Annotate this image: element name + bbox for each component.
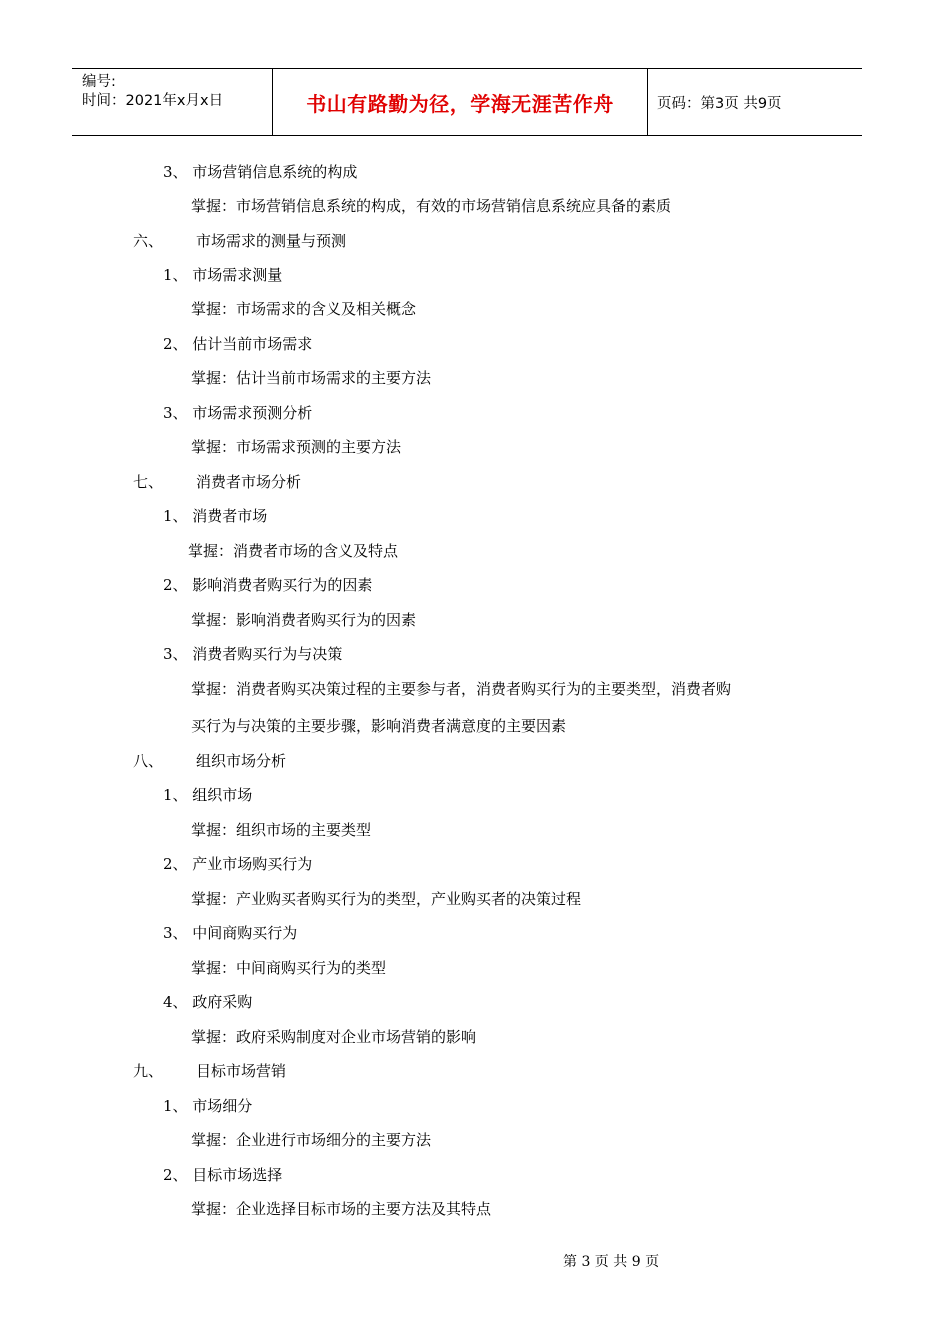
item-requirement-continued: 买行为与决策的主要步骤，影响消费者满意度的主要因素	[191, 717, 567, 735]
item-heading: 2、 产业市场购买行为	[163, 855, 313, 873]
item-heading: 2、 影响消费者购买行为的因素	[163, 576, 373, 594]
item-heading: 3、 中间商购买行为	[163, 924, 298, 942]
item-requirement: 掌握：影响消费者购买行为的因素	[191, 611, 417, 629]
item-heading: 4、 政府采购	[163, 993, 253, 1011]
item-requirement: 掌握：消费者市场的含义及特点	[188, 542, 399, 560]
item-requirement: 掌握：消费者购买决策过程的主要参与者，消费者购买行为的主要类型，消费者购	[191, 680, 732, 698]
item-requirement: 掌握：政府采购制度对企业市场营销的影响	[191, 1028, 477, 1046]
item-requirement: 掌握：估计当前市场需求的主要方法	[191, 369, 432, 387]
header-motto: 书山有路勤为径，学海无涯苦作舟	[273, 69, 648, 135]
document-time: 时间：2021年x月x日	[82, 93, 224, 109]
section-title: 市场需求的测量与预测	[196, 232, 347, 250]
item-heading: 3、 市场需求预测分析	[163, 404, 313, 422]
item-heading: 1、 组织市场	[163, 786, 253, 804]
item-heading: 3、 市场营销信息系统的构成	[163, 163, 358, 181]
header-meta	[72, 69, 273, 135]
item-requirement: 掌握：企业进行市场细分的主要方法	[191, 1131, 432, 1149]
page-header	[72, 68, 862, 136]
item-heading: 1、 消费者市场	[163, 507, 268, 525]
item-heading: 2、 估计当前市场需求	[163, 335, 313, 353]
item-requirement: 掌握：市场需求预测的主要方法	[191, 438, 402, 456]
section-title: 消费者市场分析	[196, 473, 302, 491]
item-requirement: 掌握：产业购买者购买行为的类型，产业购买者的决策过程	[191, 890, 582, 908]
section-number: 七、	[133, 473, 164, 491]
section-title: 组织市场分析	[196, 752, 287, 770]
item-requirement: 掌握：组织市场的主要类型	[191, 821, 372, 839]
section-number: 九、	[133, 1062, 164, 1080]
item-heading: 1、 市场需求测量	[163, 266, 283, 284]
item-requirement: 掌握：中间商购买行为的类型	[191, 959, 387, 977]
item-requirement: 掌握：企业选择目标市场的主要方法及其特点	[191, 1200, 492, 1218]
item-heading: 1、 市场细分	[163, 1097, 253, 1115]
document-number-label: 编号:	[82, 74, 116, 90]
item-heading: 2、 目标市场选择	[163, 1166, 283, 1184]
section-number: 六、	[133, 232, 164, 250]
item-requirement: 掌握：市场需求的含义及相关概念	[191, 300, 417, 318]
header-page-info: 页码：第3页 共9页	[657, 95, 782, 112]
section-number: 八、	[133, 752, 164, 770]
item-requirement: 掌握：市场营销信息系统的构成，有效的市场营销信息系统应具备的素质	[191, 197, 672, 215]
item-heading: 3、 消费者购买行为与决策	[163, 645, 343, 663]
page-footer: 第 3 页 共 9 页	[563, 1254, 660, 1270]
section-title: 目标市场营销	[196, 1062, 287, 1080]
